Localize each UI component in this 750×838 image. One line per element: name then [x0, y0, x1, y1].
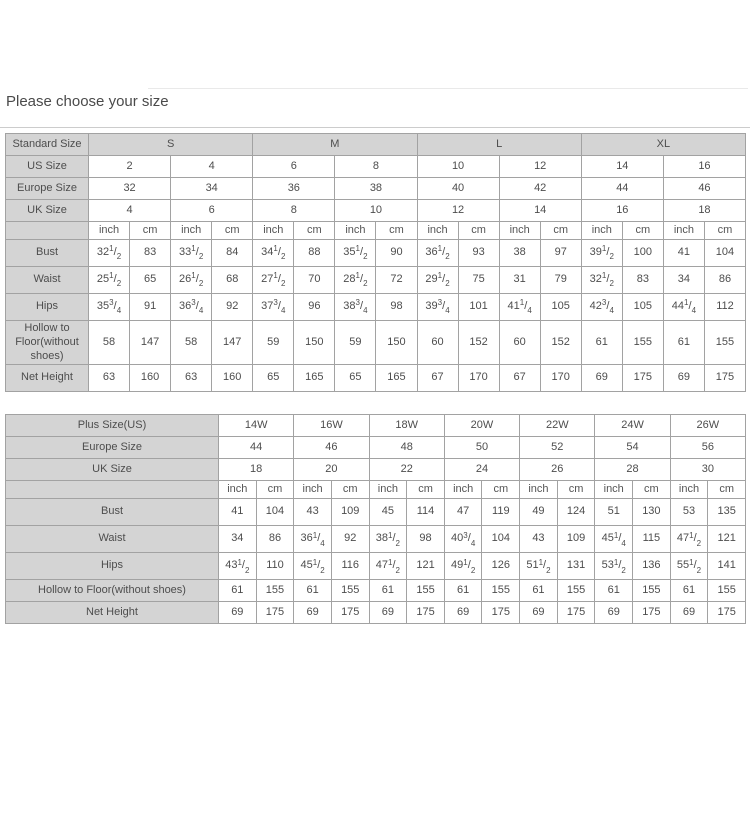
- table-cell: 141: [708, 553, 746, 580]
- table-cell: 24W: [595, 415, 670, 437]
- table-cell: cm: [130, 222, 171, 240]
- row-label: Net Height: [6, 365, 89, 392]
- table-cell: 91: [130, 294, 171, 321]
- table-cell: 150: [376, 321, 417, 365]
- page-title: Please choose your size: [6, 93, 169, 110]
- row-label: Hips: [6, 294, 89, 321]
- table-cell: 104: [482, 526, 520, 553]
- table-cell: 61: [369, 580, 407, 602]
- table-cell: 160: [130, 365, 171, 392]
- table-cell: cm: [458, 222, 499, 240]
- table-cell: 119: [482, 499, 520, 526]
- table-cell: 4: [171, 156, 253, 178]
- table-cell: 20: [294, 459, 369, 481]
- table-cell: 110: [256, 553, 294, 580]
- table-cell: $55^1/_2$: [670, 553, 708, 580]
- table-cell: 115: [633, 526, 671, 553]
- table-cell: 43: [520, 526, 558, 553]
- table-cell: 175: [622, 365, 663, 392]
- table-cell: 58: [89, 321, 130, 365]
- table-cell: 175: [704, 365, 745, 392]
- table-cell: cm: [294, 222, 335, 240]
- table-cell: $28^1/_2$: [335, 267, 376, 294]
- table-cell: 69: [663, 365, 704, 392]
- table-cell: 124: [557, 499, 595, 526]
- table-row: [6, 526, 746, 553]
- table-cell: 32: [89, 178, 171, 200]
- table-cell: 8: [335, 156, 417, 178]
- table-row: [6, 365, 746, 392]
- table-cell: 16: [663, 156, 745, 178]
- table-cell: 59: [335, 321, 376, 365]
- table-cell: 63: [171, 365, 212, 392]
- table-cell: inch: [253, 222, 294, 240]
- table-cell: 58: [171, 321, 212, 365]
- table-cell: 79: [540, 267, 581, 294]
- table-cell: 2: [89, 156, 171, 178]
- table-cell: 52: [520, 437, 595, 459]
- table-cell: $36^1/_4$: [294, 526, 332, 553]
- table-cell: 175: [256, 602, 294, 624]
- table-cell: 96: [294, 294, 335, 321]
- table-cell: 8: [253, 200, 335, 222]
- table-cell: 12: [417, 200, 499, 222]
- table-cell: $36^1/_2$: [417, 240, 458, 267]
- table-cell: $41^1/_4$: [499, 294, 540, 321]
- table-row: [6, 134, 746, 156]
- table-cell: 44: [581, 178, 663, 200]
- table-cell: 61: [294, 580, 332, 602]
- table-cell: 152: [540, 321, 581, 365]
- table-cell: 49: [520, 499, 558, 526]
- table-cell: 175: [331, 602, 369, 624]
- table-cell: 170: [540, 365, 581, 392]
- table-cell: S: [89, 134, 253, 156]
- table-cell: 150: [294, 321, 335, 365]
- table-cell: 75: [458, 267, 499, 294]
- table-cell: inch: [520, 481, 558, 499]
- table-cell: 54: [595, 437, 670, 459]
- table-cell: $53^1/_2$: [595, 553, 633, 580]
- row-label: Plus Size(US): [6, 415, 219, 437]
- table-cell: $26^1/_2$: [171, 267, 212, 294]
- table-cell: inch: [581, 222, 622, 240]
- table-cell: 42: [499, 178, 581, 200]
- table-cell: 6: [171, 200, 253, 222]
- table-cell: 84: [212, 240, 253, 267]
- table-cell: 67: [499, 365, 540, 392]
- table-cell: $47^1/_2$: [670, 526, 708, 553]
- table-cell: 155: [633, 580, 671, 602]
- divider-line-top: [148, 88, 748, 89]
- table-row: [6, 156, 746, 178]
- table-cell: $38^1/_2$: [369, 526, 407, 553]
- table-cell: inch: [219, 481, 257, 499]
- table-cell: 112: [704, 294, 745, 321]
- table-cell: 16: [581, 200, 663, 222]
- table-cell: 60: [499, 321, 540, 365]
- table-cell: 126: [482, 553, 520, 580]
- table-cell: cm: [704, 222, 745, 240]
- table-cell: 147: [212, 321, 253, 365]
- table-cell: 45: [369, 499, 407, 526]
- table-row: [6, 481, 746, 499]
- table-cell: 109: [557, 526, 595, 553]
- table-row: [6, 602, 746, 624]
- table-cell: 18W: [369, 415, 444, 437]
- table-cell: XL: [581, 134, 745, 156]
- table-cell: 101: [458, 294, 499, 321]
- table-cell: 65: [130, 267, 171, 294]
- table-cell: 31: [499, 267, 540, 294]
- table-cell: 104: [704, 240, 745, 267]
- row-label: US Size: [6, 156, 89, 178]
- table-cell: 18: [219, 459, 294, 481]
- table-cell: 69: [219, 602, 257, 624]
- table-cell: 47: [444, 499, 482, 526]
- table-cell: 69: [369, 602, 407, 624]
- table-cell: 65: [253, 365, 294, 392]
- row-label: Hips: [6, 553, 219, 580]
- table-cell: 147: [130, 321, 171, 365]
- table-cell: 60: [417, 321, 458, 365]
- table-cell: $32^1/_2$: [89, 240, 130, 267]
- table-cell: 61: [670, 580, 708, 602]
- table-row: [6, 222, 746, 240]
- table-cell: 98: [376, 294, 417, 321]
- table-cell: 105: [622, 294, 663, 321]
- row-label: UK Size: [6, 459, 219, 481]
- table-cell: 175: [557, 602, 595, 624]
- table-cell: cm: [622, 222, 663, 240]
- table-cell: 170: [458, 365, 499, 392]
- table-cell: 36: [253, 178, 335, 200]
- table-cell: 50: [444, 437, 519, 459]
- table-row: [6, 200, 746, 222]
- table-cell: 12: [499, 156, 581, 178]
- table-cell: 90: [376, 240, 417, 267]
- table-cell: 93: [458, 240, 499, 267]
- table-cell: cm: [557, 481, 595, 499]
- table-cell: 24: [444, 459, 519, 481]
- table-cell: 53: [670, 499, 708, 526]
- table-cell: 104: [256, 499, 294, 526]
- row-label: Europe Size: [6, 437, 219, 459]
- table-cell: 155: [704, 321, 745, 365]
- table-cell: 41: [663, 240, 704, 267]
- table-cell: inch: [89, 222, 130, 240]
- table-cell: cm: [482, 481, 520, 499]
- table-cell: 165: [294, 365, 335, 392]
- table-cell: 6: [253, 156, 335, 178]
- table-cell: 61: [581, 321, 622, 365]
- table-row: [6, 178, 746, 200]
- table-cell: 48: [369, 437, 444, 459]
- table-cell: 155: [482, 580, 520, 602]
- table-cell: cm: [212, 222, 253, 240]
- table-cell: $49^1/_2$: [444, 553, 482, 580]
- table-cell: 34: [171, 178, 253, 200]
- table-cell: 51: [595, 499, 633, 526]
- row-label: UK Size: [6, 200, 89, 222]
- table-cell: inch: [670, 481, 708, 499]
- table-cell: 59: [253, 321, 294, 365]
- table-cell: 26W: [670, 415, 745, 437]
- table-cell: 152: [458, 321, 499, 365]
- table-cell: $38^3/_4$: [335, 294, 376, 321]
- table-cell: 92: [212, 294, 253, 321]
- table-cell: 26: [520, 459, 595, 481]
- table-row: [6, 294, 746, 321]
- table-cell: 61: [595, 580, 633, 602]
- table-cell: 155: [622, 321, 663, 365]
- table-cell: 40: [417, 178, 499, 200]
- table-cell: $51^1/_2$: [520, 553, 558, 580]
- row-label: Waist: [6, 267, 89, 294]
- table-cell: 14: [581, 156, 663, 178]
- table-cell: 63: [89, 365, 130, 392]
- table-cell: inch: [171, 222, 212, 240]
- table-cell: 130: [633, 499, 671, 526]
- table-cell: 18: [663, 200, 745, 222]
- table-cell: 38: [499, 240, 540, 267]
- table-cell: $39^1/_2$: [581, 240, 622, 267]
- table-cell: 16W: [294, 415, 369, 437]
- table-cell: 175: [708, 602, 746, 624]
- table-cell: 86: [256, 526, 294, 553]
- table-row: [6, 321, 746, 365]
- table-cell: $36^3/_4$: [171, 294, 212, 321]
- row-label: Europe Size: [6, 178, 89, 200]
- table-cell: 43: [294, 499, 332, 526]
- table-cell: 100: [622, 240, 663, 267]
- table-cell: 44: [219, 437, 294, 459]
- table-cell: $45^1/_4$: [595, 526, 633, 553]
- table-cell: 67: [417, 365, 458, 392]
- table-cell: inch: [417, 222, 458, 240]
- table-cell: cm: [331, 481, 369, 499]
- standard-size-table: [5, 133, 746, 392]
- table-cell: $40^3/_4$: [444, 526, 482, 553]
- table-cell: 30: [670, 459, 745, 481]
- row-label: [6, 222, 89, 240]
- table-cell: 160: [212, 365, 253, 392]
- table-cell: 61: [444, 580, 482, 602]
- table-cell: inch: [595, 481, 633, 499]
- table-cell: cm: [256, 481, 294, 499]
- plus-size-table: [5, 414, 746, 624]
- table-cell: 109: [331, 499, 369, 526]
- table-cell: 61: [520, 580, 558, 602]
- table-cell: $29^1/_2$: [417, 267, 458, 294]
- divider-line: [0, 127, 750, 128]
- table-cell: 155: [256, 580, 294, 602]
- table-cell: cm: [633, 481, 671, 499]
- table-row: [6, 267, 746, 294]
- table-cell: cm: [376, 222, 417, 240]
- table-row: [6, 459, 746, 481]
- table-cell: L: [417, 134, 581, 156]
- table-cell: 41: [219, 499, 257, 526]
- table-row: [6, 580, 746, 602]
- table-cell: $43^1/_2$: [219, 553, 257, 580]
- table-cell: 61: [219, 580, 257, 602]
- table-cell: M: [253, 134, 417, 156]
- table-cell: 98: [407, 526, 445, 553]
- table-cell: 83: [130, 240, 171, 267]
- table-cell: $39^3/_4$: [417, 294, 458, 321]
- table-cell: 10: [335, 200, 417, 222]
- table-row: [6, 553, 746, 580]
- table-cell: 155: [557, 580, 595, 602]
- table-cell: 70: [294, 267, 335, 294]
- table-cell: 175: [633, 602, 671, 624]
- table-cell: $37^3/_4$: [253, 294, 294, 321]
- table-cell: $27^1/_2$: [253, 267, 294, 294]
- table-cell: 86: [704, 267, 745, 294]
- table-cell: 14: [499, 200, 581, 222]
- table-cell: 4: [89, 200, 171, 222]
- table-cell: inch: [444, 481, 482, 499]
- table-cell: $35^3/_4$: [89, 294, 130, 321]
- table-cell: 20W: [444, 415, 519, 437]
- table-cell: 34: [219, 526, 257, 553]
- table-cell: cm: [708, 481, 746, 499]
- table-cell: 69: [581, 365, 622, 392]
- table-cell: 46: [294, 437, 369, 459]
- table-cell: $32^1/_2$: [581, 267, 622, 294]
- table-cell: 83: [622, 267, 663, 294]
- row-label: Hollow to Floor(without shoes): [6, 321, 89, 365]
- table-cell: 22: [369, 459, 444, 481]
- table-row: [6, 415, 746, 437]
- table-cell: 114: [407, 499, 445, 526]
- table-cell: 121: [407, 553, 445, 580]
- table-cell: 56: [670, 437, 745, 459]
- table-cell: 68: [212, 267, 253, 294]
- table-cell: inch: [499, 222, 540, 240]
- table-cell: 175: [482, 602, 520, 624]
- table-cell: 105: [540, 294, 581, 321]
- table-cell: inch: [294, 481, 332, 499]
- table-cell: 155: [407, 580, 445, 602]
- table-cell: $33^1/_2$: [171, 240, 212, 267]
- table-cell: 69: [444, 602, 482, 624]
- table-cell: 69: [595, 602, 633, 624]
- row-label: Hollow to Floor(without shoes): [6, 580, 219, 602]
- table-cell: cm: [540, 222, 581, 240]
- table-cell: 34: [663, 267, 704, 294]
- table-cell: 97: [540, 240, 581, 267]
- table-cell: 65: [335, 365, 376, 392]
- row-label: [6, 481, 219, 499]
- table-row: [6, 437, 746, 459]
- table-cell: $35^1/_2$: [335, 240, 376, 267]
- table-cell: $45^1/_2$: [294, 553, 332, 580]
- row-label: Waist: [6, 526, 219, 553]
- table-cell: 121: [708, 526, 746, 553]
- row-label: Standard Size: [6, 134, 89, 156]
- table-cell: 38: [335, 178, 417, 200]
- table-cell: 28: [595, 459, 670, 481]
- table-cell: 46: [663, 178, 745, 200]
- table-cell: 14W: [219, 415, 294, 437]
- row-label: Net Height: [6, 602, 219, 624]
- table-cell: $34^1/_2$: [253, 240, 294, 267]
- table-cell: 155: [708, 580, 746, 602]
- table-cell: $25^1/_2$: [89, 267, 130, 294]
- table-cell: 10: [417, 156, 499, 178]
- table-cell: 92: [331, 526, 369, 553]
- table-cell: 69: [670, 602, 708, 624]
- table-cell: inch: [335, 222, 376, 240]
- table-cell: inch: [369, 481, 407, 499]
- table-cell: 165: [376, 365, 417, 392]
- table-cell: $42^3/_4$: [581, 294, 622, 321]
- row-label: Bust: [6, 499, 219, 526]
- table-cell: 69: [294, 602, 332, 624]
- table-cell: inch: [663, 222, 704, 240]
- table-cell: 135: [708, 499, 746, 526]
- row-label: Bust: [6, 240, 89, 267]
- table-cell: 136: [633, 553, 671, 580]
- table-cell: $47^1/_2$: [369, 553, 407, 580]
- table-row: [6, 499, 746, 526]
- table-row: [6, 240, 746, 267]
- table-cell: cm: [407, 481, 445, 499]
- table-cell: 88: [294, 240, 335, 267]
- table-cell: 61: [663, 321, 704, 365]
- table-cell: 22W: [520, 415, 595, 437]
- table-cell: 131: [557, 553, 595, 580]
- table-cell: 116: [331, 553, 369, 580]
- table-cell: 72: [376, 267, 417, 294]
- table-cell: 69: [520, 602, 558, 624]
- table-cell: 155: [331, 580, 369, 602]
- table-cell: 175: [407, 602, 445, 624]
- table-cell: $44^1/_4$: [663, 294, 704, 321]
